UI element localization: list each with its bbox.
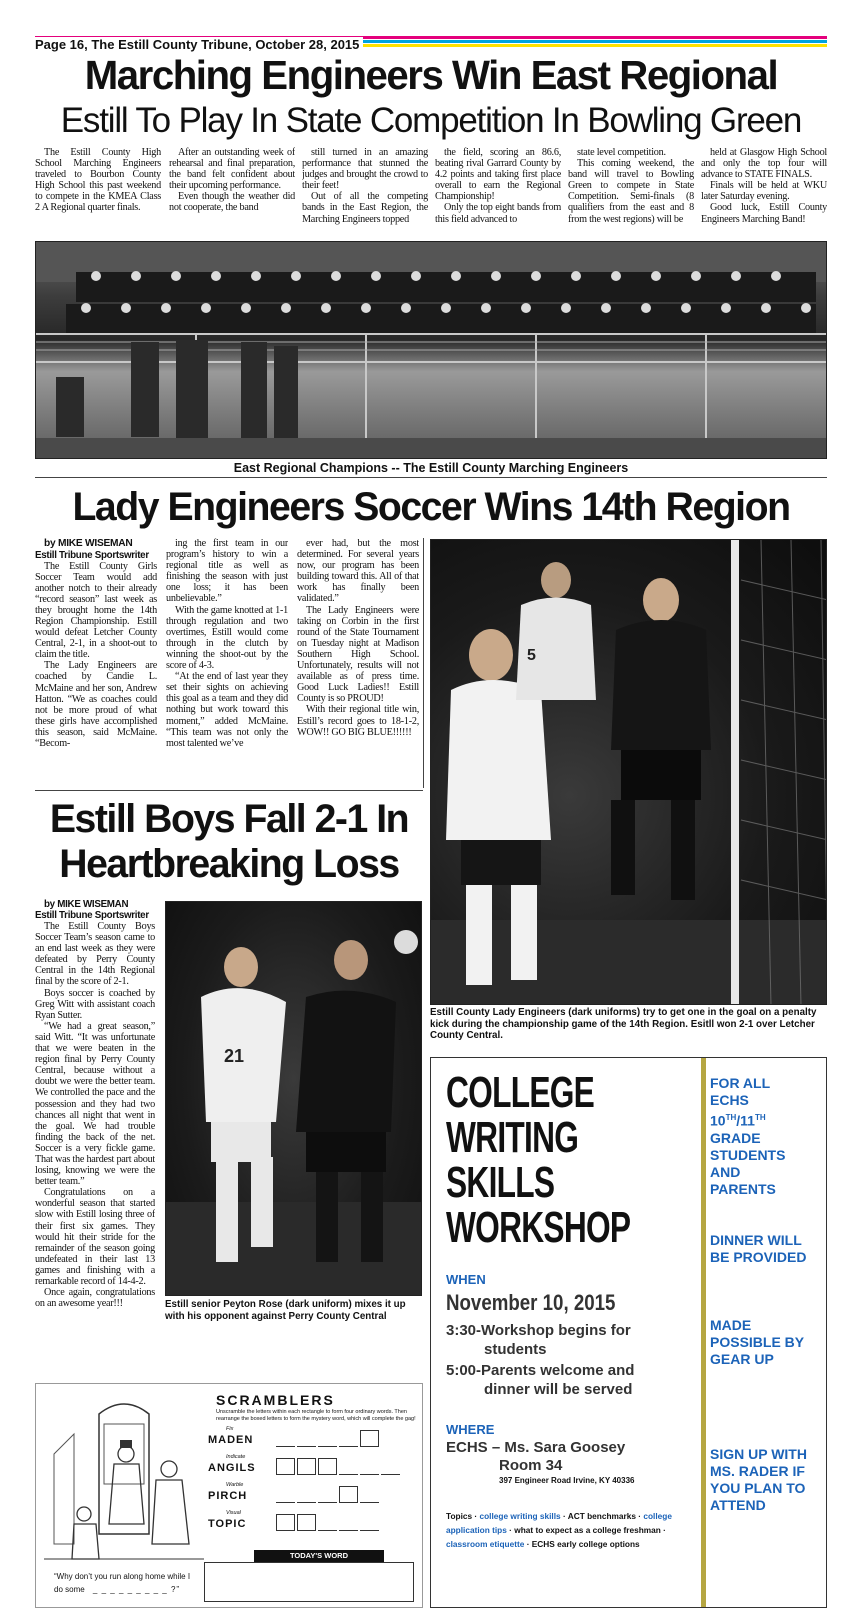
scrambler-letter-slot[interactable]	[339, 1486, 358, 1503]
story2-paragraph: The Estill County Girls Soccer Team would add another notch to their already “record season” last week as they brought home the 14th Region Championship. Estill would defeat Letcher County Central, 2-1, in a shoot-out to claim the title.	[35, 560, 157, 661]
scrambler-word: TOPIC	[208, 1518, 247, 1530]
scrambler-answer-slots[interactable]	[276, 1486, 381, 1504]
svg-text:5: 5	[527, 647, 536, 664]
cartoon-caption-prefix: do some	[54, 1585, 85, 1594]
story2-paragraph: ever had, but the most determined. For several years now, our program has been building toward this. All of that work has finally been validated.”	[297, 538, 419, 605]
girls-soccer-caption: Estill County Lady Engineers (dark uniforms) try to get one in the goal on a penalty kick during the championship game of the 14th Region. Esitll won 2-1 over Letcher County Central.	[430, 1007, 817, 1041]
girls-soccer-illustration	[431, 540, 827, 1005]
grade-10-suffix: TH	[725, 1113, 737, 1122]
schedule	[446, 1321, 696, 1401]
scrambler-letter-slot[interactable]	[297, 1430, 316, 1447]
story1-headline: Marching Engineers Win East Regional	[84, 52, 778, 98]
band-photo	[35, 241, 827, 459]
scrambler-word: PIRCH	[208, 1490, 248, 1502]
topic-item: ECHS early college options	[531, 1539, 640, 1549]
scrambler-letter-slot[interactable]	[318, 1458, 337, 1475]
scrambler-hint: Visual	[226, 1510, 241, 1516]
topic-separator: ·	[524, 1539, 532, 1549]
scrambler-answer-slots[interactable]	[276, 1430, 381, 1448]
story1-column	[302, 147, 428, 237]
story3-paragraph: Boys soccer is coached by Greg Witt with assistant coach Ryan Sutter.	[35, 987, 155, 1021]
ad-title	[446, 1070, 702, 1250]
story1-paragraph: still turned in an amazing performance that stunned the judges and brought the crowd to their feet!	[302, 147, 428, 192]
topics	[446, 1509, 696, 1551]
scrambler-letter-slot[interactable]	[297, 1458, 316, 1475]
story1-paragraph: held at Glasgow High School and only the top four will advance to STATE FINALS.	[701, 147, 827, 181]
where-line2: Room 34	[499, 1457, 563, 1474]
scrambler-hint: Warble	[226, 1482, 244, 1488]
band-photo-caption: East Regional Champions -- The Estill County Marching Engineers	[233, 461, 629, 475]
boys-soccer-illustration	[166, 902, 422, 1296]
story3-paragraph: The Estill County Boys Soccer Team’s season came to an end last week as they were defeated by Perry County Central in the 14th Regional final by the score of 2-1.	[35, 921, 155, 988]
scrambler-letter-slot[interactable]	[339, 1458, 358, 1475]
topic-item: college writing skills	[479, 1511, 561, 1521]
schedule-time: 5:00-Parents welcome and	[446, 1362, 635, 1379]
story1-paragraph: Out of all the competing bands in the East Region, the Marching Engineers topped	[302, 191, 428, 225]
story1-column	[169, 147, 295, 237]
where-line1: ECHS – Ms. Sara Goosey	[446, 1439, 626, 1456]
story2-paragraph: With their regional title win, Estill’s record goes to 18-1-2, WOW!! GO BIG BLUE!!!!!!	[297, 704, 419, 738]
topic-item: Topics	[446, 1511, 473, 1521]
story2-paragraph: The Lady Engineers are coached by Candie L. McMaine and her son, Andrew Hatton. “We as coaches could not be more proud of what these girls have accomplished this season, said McMaine. “Becom-	[35, 660, 157, 749]
story1-paragraph: state level competition.	[577, 147, 666, 158]
story1-paragraph: Finals will be held at WKU later Saturday evening.	[701, 180, 827, 203]
side-audience-line: AND	[710, 1163, 741, 1180]
topic-separator: ·	[506, 1525, 515, 1535]
divider-1	[35, 477, 827, 478]
scrambler-hint: Indicate	[226, 1454, 246, 1460]
side-audience-line: FOR ALL	[710, 1075, 771, 1091]
side-audience-line: PARENTS	[710, 1180, 776, 1197]
story2-paragraph: The Lady Engineers were taking on Corbin in the first round of the State Tournament on Tuesday night at Madison Southern High School. Unfortunately, results will not available as of press time. Good Luck Ladies!! Estill County is so PROUD!	[297, 604, 419, 705]
grade-11: /11	[736, 1112, 755, 1129]
story1-subhead: Estill To Play In State Competition In Bowling Green	[60, 101, 802, 140]
ad-title-line: COLLEGE	[446, 1068, 595, 1117]
story3-headline-line2: Heartbreaking Loss	[59, 842, 399, 886]
divider-vertical-2	[423, 538, 424, 788]
scrambler-answer-slots[interactable]	[276, 1514, 381, 1532]
story1-column	[435, 147, 561, 237]
scrambler-letter-slot[interactable]	[381, 1458, 400, 1475]
story1-paragraph: the field, scoring an 86.6, beating rival Garrard County by 4.2 points and taking first place overall to earn the Regional Championship!	[435, 147, 561, 203]
ad-title-line: WORKSHOP	[446, 1203, 631, 1252]
cartoon-caption-blanks: _ _ _ _ _ _ _ _ _ ?”	[92, 1585, 181, 1594]
story1-paragraph: The Estill County High School Marching Engineers traveled to Bourbon County High School this past weekend to compete in the KMEA Class 2 A Regional quarter finals.	[35, 147, 161, 214]
girls-soccer-photo	[430, 539, 827, 1005]
scrambler-letter-slot[interactable]	[318, 1514, 337, 1531]
cartoon-caption-line1: “Why don’t you run along home while I	[54, 1572, 191, 1581]
todays-word-box[interactable]	[204, 1562, 414, 1602]
scrambler-letter-slot[interactable]	[360, 1514, 379, 1531]
scramblers-instructions: Unscramble the letters within each rectangle to form four ordinary words. Then rearrange the boxed letters to form the mystery word, which will complete the gag!	[216, 1409, 416, 1422]
scrambler-letter-slot[interactable]	[276, 1486, 295, 1503]
story1-paragraph: Even though the weather did not cooperate, the band	[169, 191, 295, 214]
side-item-audience	[710, 1075, 820, 1198]
topic-item: classroom etiquette	[446, 1539, 525, 1549]
scrambler-letter-slot[interactable]	[276, 1430, 295, 1447]
side-item-dinner: DINNER WILL BE PROVIDED	[710, 1232, 807, 1265]
scrambler-letter-slot[interactable]	[318, 1430, 337, 1447]
scrambler-answer-slots[interactable]	[276, 1458, 402, 1476]
event-date: November 10, 2015	[446, 1290, 616, 1315]
scrambler-letter-slot[interactable]	[339, 1514, 358, 1531]
scrambler-letter-slot[interactable]	[276, 1514, 295, 1531]
grade-10: 10	[710, 1112, 726, 1129]
side-audience-line: ECHS	[710, 1092, 749, 1108]
story1-paragraph: After an outstanding week of rehearsal and final preparation, the band felt confident about their upcoming performance.	[169, 147, 295, 192]
scrambler-letter-slot[interactable]	[318, 1486, 337, 1503]
story3-body	[35, 899, 155, 1375]
story2-column	[35, 538, 157, 786]
todays-word-label: TODAY'S WORD	[254, 1550, 384, 1562]
scrambler-letter-slot[interactable]	[339, 1430, 358, 1447]
side-item-sign-up: SIGN UP WITH MS. RADER IF YOU PLAN TO ATTEND	[710, 1446, 807, 1513]
cartoon-caption-line2	[54, 1585, 180, 1594]
ad-title-line: SKILLS	[446, 1158, 555, 1207]
story3-paragraph: Congratulations on a wonderful season that started slow with Estill losing three of their first six games. They would hit their stride for the remainder of the season going undefeated in their last 13 games and finishing with a remarkable record of 14-4-2.	[35, 1187, 155, 1287]
boys-soccer-photo	[165, 901, 422, 1296]
story2-byline: by MIKE WISEMAN	[44, 538, 133, 549]
story1-paragraph: Only the top eight bands from this field advanced to	[435, 202, 561, 225]
scrambler-word: ANGILS	[208, 1462, 256, 1474]
scrambler-letter-slot[interactable]	[297, 1514, 316, 1531]
topic-separator: ·	[560, 1511, 568, 1521]
grade-11-suffix: TH	[754, 1113, 766, 1122]
divider-2	[35, 790, 423, 791]
story1-column	[701, 147, 827, 237]
story3-paragraph: “We had a great season,” said Witt. “It was unfortunate that we were beaten in the region final by Perry County Central, because without a doubt we were the better team. We controlled the pace and the possession and they had two chances all night that went in the goal. We had trouble finding the back of the net. Soccer is a very fickle game. That was the hardest part about losing, knowing we were the better team.”	[35, 1020, 155, 1188]
scrambler-letter-slot[interactable]	[360, 1486, 379, 1503]
band-photo-illustration	[36, 242, 827, 459]
scramblers-title: SCRAMBLERS	[216, 1392, 335, 1408]
side-audience-line: STUDENTS	[710, 1146, 786, 1163]
schedule-detail: students	[484, 1341, 547, 1358]
topic-separator: ·	[635, 1511, 644, 1521]
where-label: WHERE	[446, 1422, 495, 1437]
schedule-detail: dinner will be served	[484, 1381, 633, 1398]
scrambler-letter-slot[interactable]	[276, 1458, 295, 1475]
story2-paragraph: “At the end of last year they set their sights on achieving this goal as a team and they did nothing but work toward this moment,” added McMaine. “This team was not only the most talented we’ve	[166, 671, 288, 749]
scrambler-word: MADEN	[208, 1434, 254, 1446]
story2-column	[297, 538, 419, 786]
topic-item: what to expect as a college freshman	[514, 1525, 661, 1535]
ad-title-line: WRITING	[446, 1113, 579, 1162]
story1-column	[35, 147, 161, 237]
story1-column	[568, 147, 694, 237]
topic-item: college application tips	[446, 1511, 672, 1535]
scrambler-letter-slot[interactable]	[360, 1430, 379, 1447]
topic-item: ACT benchmarks	[567, 1511, 636, 1521]
scrambler-hint: Fix	[226, 1426, 234, 1432]
scramblers-cartoon	[44, 1394, 204, 1564]
story1-paragraph: This coming weekend, the band will travel to Bowling Green to compete in State Competition. Semi-finals (8 qualifiers from the east and 8 from the west regions) will be	[568, 158, 694, 225]
side-audience-line: GRADE	[710, 1129, 761, 1146]
boys-soccer-caption: Estill senior Peyton Rose (dark uniform) mixes it up with his opponent against Perry County Central	[165, 1299, 406, 1322]
page-line: Page 16, The Estill County Tribune, October 28, 2015	[35, 37, 363, 52]
story3-byline-title: Estill Tribune Sportswriter	[35, 910, 149, 921]
side-item-gear-up: MADE POSSIBLE BY GEAR UP	[710, 1317, 804, 1367]
story2-paragraph: ing the first team in our program’s history to win a regional title as well as finishing the season with just one loss; it has been unbelievable.”	[166, 538, 288, 605]
story3-headline-line1: Estill Boys Fall 2-1 In	[49, 797, 409, 841]
schedule-time: 3:30-Workshop begins for	[446, 1322, 631, 1339]
story2-headline: Lady Engineers Soccer Wins 14th Region	[72, 485, 790, 529]
story2-paragraph: With the game knotted at 1-1 through regulation and two overtimes, Estill would come through in the clutch by winning the shoot-out by the score of 4-3.	[166, 604, 288, 672]
scrambler-letter-slot[interactable]	[297, 1486, 316, 1503]
side-audience-grade-line	[710, 1109, 820, 1130]
topic-separator: ·	[472, 1511, 480, 1521]
when-label: WHEN	[446, 1272, 486, 1287]
scrambler-letter-slot[interactable]	[360, 1458, 379, 1475]
story2-byline-title: Estill Tribune Sportswriter	[35, 549, 149, 561]
story1-paragraph: Good luck, Estill County Engineers Marching Band!	[701, 202, 827, 225]
story3-paragraph: Once again, congratulations on an awesome year!!!	[35, 1287, 155, 1310]
scramblers-puzzle	[35, 1383, 423, 1608]
svg-text:21: 21	[224, 1046, 245, 1066]
story2-column	[166, 538, 288, 786]
address: 397 Engineer Road Irvine, KY 40336	[499, 1476, 635, 1485]
topic-separator: ·	[660, 1525, 666, 1535]
story3-byline: by MIKE WISEMAN	[44, 899, 129, 910]
